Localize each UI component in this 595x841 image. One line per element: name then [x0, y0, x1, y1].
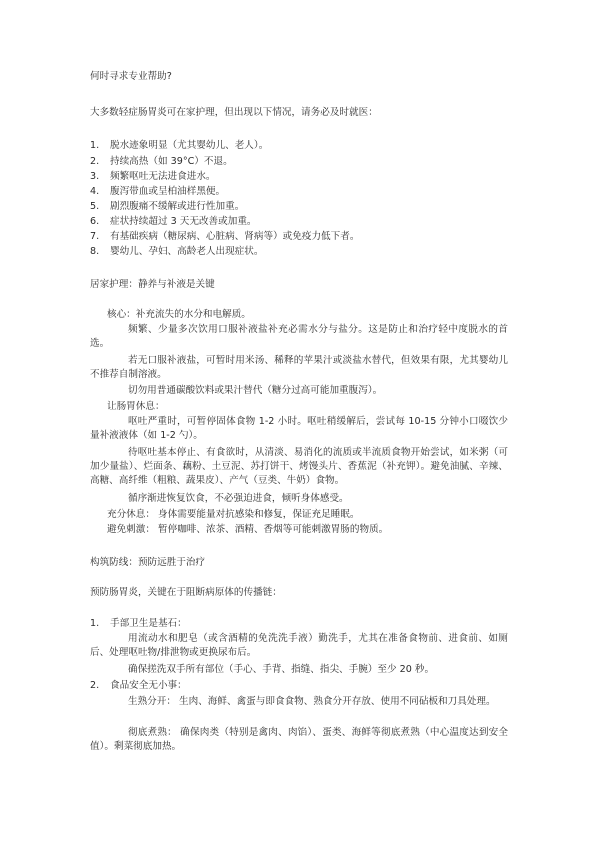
rest-paragraph-3: 循序渐进恢复饮食，不必强迫进食，倾听身体感受。: [128, 493, 349, 504]
hand-hygiene-paragraph-1: 用流动水和肥皂（或含酒精的免洗洗手液）勤洗手，尤其在准备食物前、进食前、如厕后、处理呕吐物/排泄物或更换尿布后。: [90, 633, 508, 658]
intro-prevention: 预防肠胃炎，关键在于阻断病原体的传播链：: [90, 587, 282, 598]
rest-paragraph-2: 待呕吐基本停止、有食欲时，从清淡、易消化的流质或半流质食物开始尝试，如米粥（可加少量盐）、烂面条、藕粉、土豆泥、苏打饼干、烤馒头片、香蕉泥（补充钾）。避免油腻、辛辣、高糖、高纤维（粗粮、蔬果皮）、产气（豆类、牛奶）食物。: [90, 447, 508, 486]
avoid-irritants-line: 避免刺激： 暂停咖啡、浓茶、酒精、香烟等可能刺激胃肠的物质。: [107, 524, 389, 535]
prevention-number-2: 2.: [90, 680, 100, 691]
prevention-title-1: 手部卫生是基石：: [110, 618, 187, 629]
food-safety-paragraph-2: 彻底煮熟： 确保肉类（特别是禽肉、肉馅）、蛋类、海鲜等彻底煮熟（中心温度达到安全值）。剩菜彻底加热。: [90, 727, 508, 752]
prevention-number-1: 1.: [90, 618, 100, 629]
rest-paragraph-1: 呕吐严重时，可暂停固体食物 1-2 小时。呕吐稍缓解后，尝试每 10-15 分钟小口啜饮少量补液液体（如 1-2 勺）。: [90, 416, 508, 441]
full-rest-line: 充分休息： 身体需要能量对抗感染和修复，保证充足睡眠。: [107, 509, 360, 520]
core-paragraph-1: 频繁、少量多次饮用口服补液盐补充必需水分与盐分。这是防止和治疗轻中度脱水的首选。: [90, 324, 508, 349]
prevention-title-2: 食品安全无小事：: [110, 680, 187, 691]
heading-when-to-seek-help: 何时寻求专业帮助?: [90, 71, 172, 82]
core-paragraph-2: 若无口服补液盐，可暂时用米汤、稀释的苹果汁或淡盐水替代，但效果有限，尤其婴幼儿不推荐自制溶液。: [90, 355, 508, 380]
hand-hygiene-paragraph-2: 确保搓洗双手所有部位（手心、手背、指缝、指尖、手腕）至少 20 秒。: [128, 664, 435, 675]
food-safety-paragraph-1: 生熟分开： 生肉、海鲜、禽蛋与即食食物、熟食分开存放、使用不同砧板和刀具处理。: [128, 696, 496, 707]
core-label: 核心：补充流失的水分和电解质。: [107, 309, 251, 320]
heading-home-care: 居家护理：静养与补液是关键: [90, 279, 215, 290]
heading-prevention: 构筑防线：预防远胜于治疗: [90, 557, 206, 568]
intro-seek-help: 大多数轻症肠胃炎可在家护理，但出现以下情况，请务必及时就医：: [90, 107, 378, 118]
rest-label: 让肠胃休息：: [107, 401, 165, 412]
core-paragraph-3: 切勿用普通碳酸饮料或果汁替代（糖分过高可能加重腹泻）。: [128, 385, 383, 396]
